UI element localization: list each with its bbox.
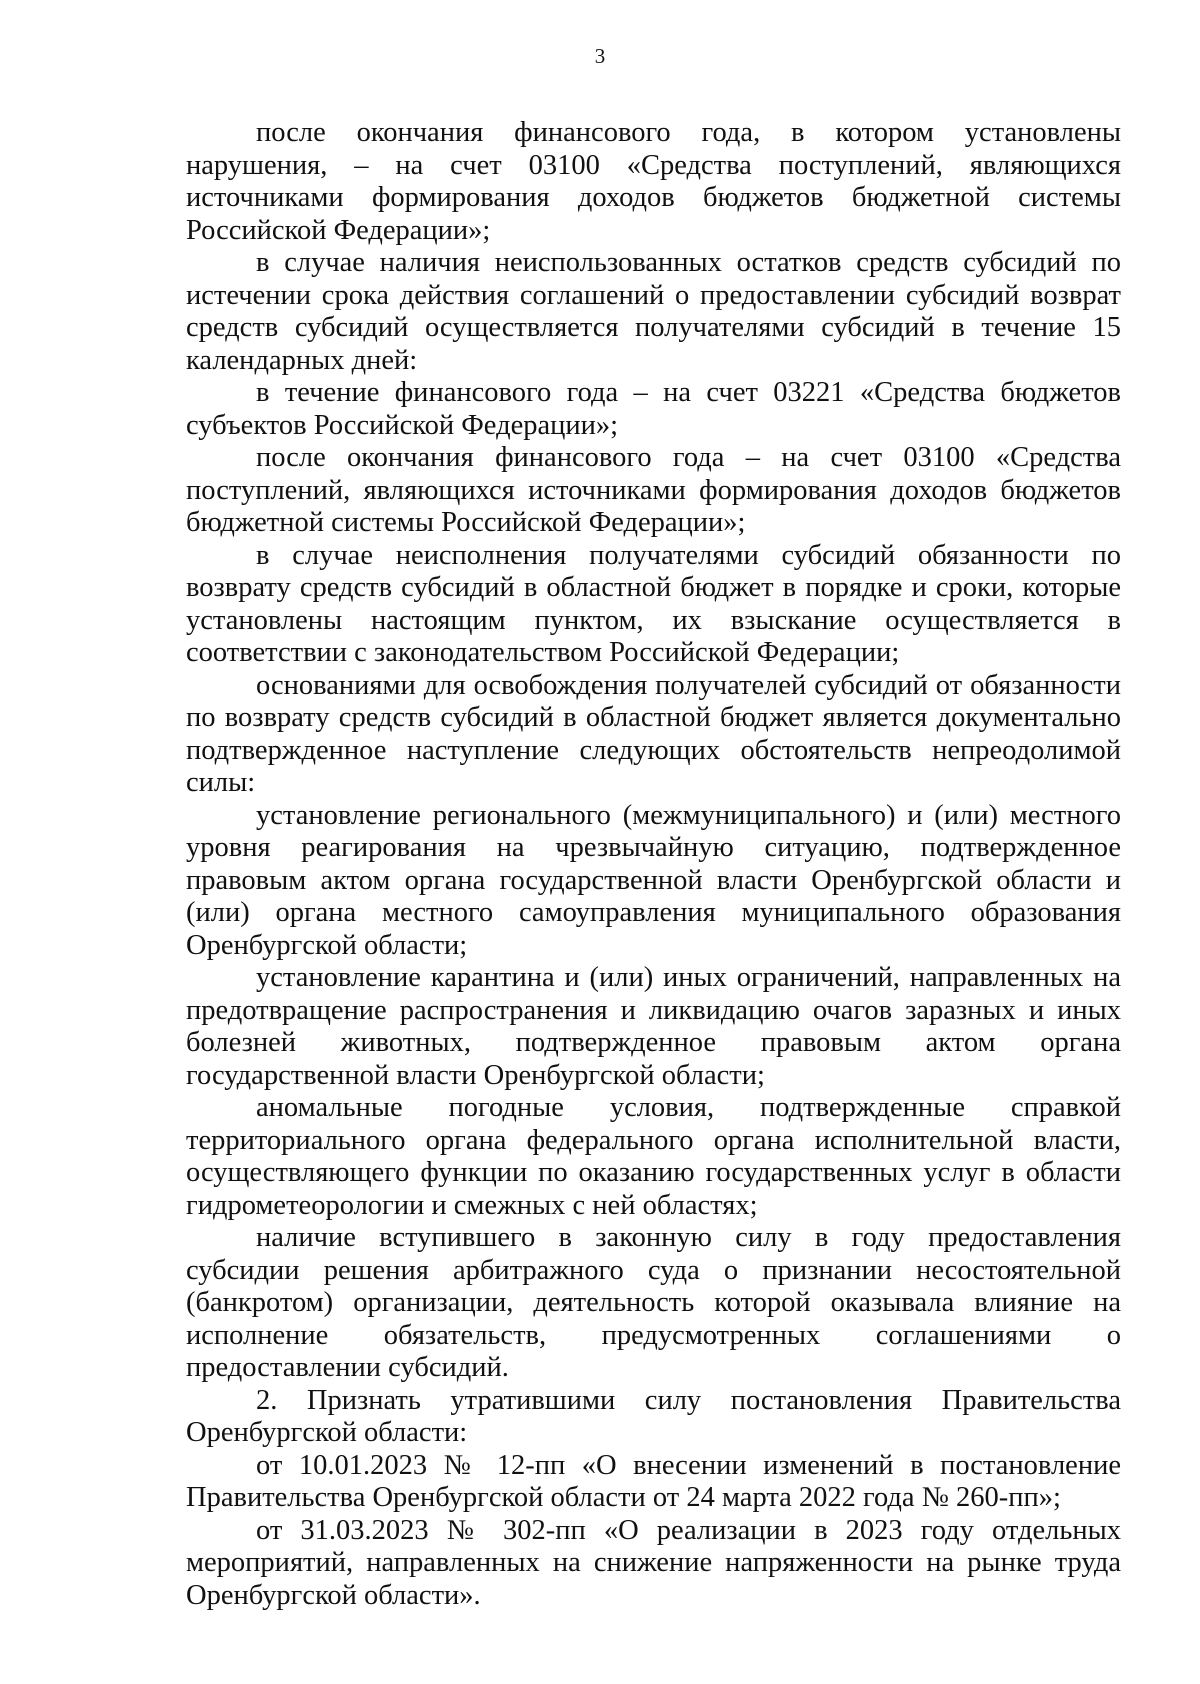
paragraph-after-year: после окончания финансового года – на счет 03100 «Средства поступлений, являющихся источниками формирования доходов бюджетов бюджетной системы Российской Федерации»; bbox=[186, 442, 1121, 538]
paragraph-force-majeure-grounds: основаниями для освобождения получателей субсидий от обязанности по возврату средств субсидий в областной бюджет является документально подтвержденное наступление следующих обстоятельств непреодолимой силы: bbox=[186, 669, 1121, 798]
paragraph-quarantine: установление карантина и (или) иных ограничений, направленных на предотвращение распространения и ликвидацию очагов заразных и иных болезней животных, подтвержденное правовым актом органа государственной власти Оренбургской области; bbox=[186, 962, 1121, 1091]
paragraph-weather: аномальные погодные условия, подтвержденные справкой территориального органа федерального органа исполнительной власти, осуществляющего функции по оказанию государственных услуг в области гидрометеорологии и смежных с ней областях; bbox=[186, 1092, 1121, 1221]
paragraph-refund-after-year: после окончания финансового года, в котором установлены нарушения, – на счет 03100 «Средства поступлений, являющихся источниками формирования доходов бюджетов бюджетной системы Российской Федерации»; bbox=[186, 117, 1121, 246]
paragraph-during-year: в течение финансового года – на счет 03221 «Средства бюджетов субъектов Российской Федерации»; bbox=[186, 377, 1121, 441]
paragraph-non-fulfillment: в случае неисполнения получателями субсидий обязанности по возврату средств субсидий в областной бюджет в порядке и сроки, которые установлены настоящим пунктом, их взыскание осуществляется в соответствии с законодательством Российской Федерации; bbox=[186, 539, 1121, 668]
paragraph-unused-balances: в случае наличия неиспользованных остатков средств субсидий по истечении срока действия соглашений о предоставлении субсидий возврат средств субсидий осуществляется получателями субсидий в течение 15 календарных дней: bbox=[186, 247, 1121, 376]
document-body bbox=[186, 117, 1121, 1612]
paragraph-emergency-response: установление регионального (межмуниципального) и (или) местного уровня реагирования на чрезвычайную ситуацию, подтвержденное правовым актом органа государственной власти Оренбургской области и (или) органа местного самоуправления муниципального образования Оренбургской области; bbox=[186, 799, 1121, 961]
paragraph-repealed-act-2: от 31.03.2023 № 302-пп «О реализации в 2023 году отдельных мероприятий, направленных на снижение напряженности на рынке труда Оренбургской области». bbox=[186, 1514, 1121, 1611]
paragraph-repealed-act-1: от 10.01.2023 № 12-пп «О внесении изменений в постановление Правительства Оренбургской области от 24 марта 2022 года № 260-пп»; bbox=[186, 1449, 1121, 1513]
page-number: 3 bbox=[594, 44, 606, 68]
paragraph-repeal-clause: 2. Признать утратившими силу постановления Правительства Оренбургской области: bbox=[186, 1384, 1121, 1448]
paragraph-bankruptcy: наличие вступившего в законную силу в году предоставления субсидии решения арбитражного суда о признании несостоятельной (банкротом) организации, деятельность которой оказывала влияние на исполнение обязательств, предусмотренных соглашениями о предоставлении субсидий. bbox=[186, 1222, 1121, 1383]
